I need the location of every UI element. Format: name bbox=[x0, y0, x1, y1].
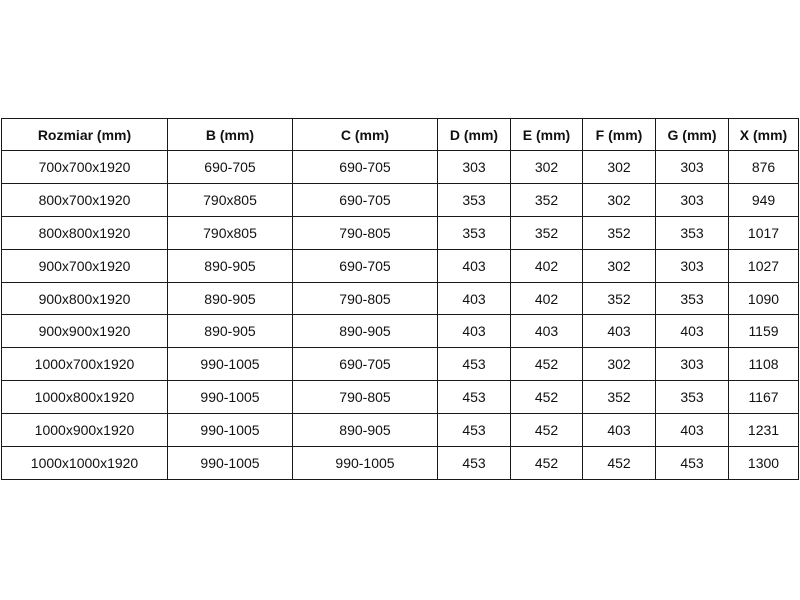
table-cell: 1000x1000x1920 bbox=[2, 447, 168, 480]
table-cell: 402 bbox=[511, 249, 583, 282]
table-cell: 900x800x1920 bbox=[2, 282, 168, 315]
table-cell: 403 bbox=[656, 315, 729, 348]
table-row bbox=[2, 249, 799, 282]
table-cell: 890-905 bbox=[168, 282, 293, 315]
table-cell: 990-1005 bbox=[293, 447, 438, 480]
table-cell: 452 bbox=[511, 381, 583, 414]
table-cell: 452 bbox=[511, 447, 583, 480]
header-c: C (mm) bbox=[293, 119, 438, 151]
table-cell: 800x800x1920 bbox=[2, 216, 168, 249]
header-b: B (mm) bbox=[168, 119, 293, 151]
table-cell: 1159 bbox=[729, 315, 799, 348]
table-cell: 890-905 bbox=[293, 315, 438, 348]
table-row bbox=[2, 381, 799, 414]
table-cell: 453 bbox=[656, 447, 729, 480]
table-cell: 990-1005 bbox=[168, 414, 293, 447]
table-cell: 302 bbox=[583, 183, 656, 216]
table-cell: 303 bbox=[656, 183, 729, 216]
table-cell: 690-705 bbox=[293, 151, 438, 184]
table-cell: 402 bbox=[511, 282, 583, 315]
table-cell: 453 bbox=[438, 447, 511, 480]
table-row bbox=[2, 216, 799, 249]
table-cell: 949 bbox=[729, 183, 799, 216]
header-rozmiar: Rozmiar (mm) bbox=[2, 119, 168, 151]
header-f: F (mm) bbox=[583, 119, 656, 151]
table-cell: 353 bbox=[438, 216, 511, 249]
table-cell: 352 bbox=[511, 216, 583, 249]
table-cell: 403 bbox=[656, 414, 729, 447]
table-cell: 403 bbox=[583, 414, 656, 447]
table-cell: 790x805 bbox=[168, 216, 293, 249]
table-cell: 352 bbox=[511, 183, 583, 216]
table-cell: 352 bbox=[583, 216, 656, 249]
table-cell: 1108 bbox=[729, 348, 799, 381]
table-cell: 1027 bbox=[729, 249, 799, 282]
header-e: E (mm) bbox=[511, 119, 583, 151]
table-cell: 1017 bbox=[729, 216, 799, 249]
table-cell: 1300 bbox=[729, 447, 799, 480]
table-cell: 1090 bbox=[729, 282, 799, 315]
table-cell: 790-805 bbox=[293, 381, 438, 414]
table-row bbox=[2, 183, 799, 216]
table-cell: 353 bbox=[438, 183, 511, 216]
table-cell: 302 bbox=[583, 151, 656, 184]
table-cell: 890-905 bbox=[168, 315, 293, 348]
dimensions-table bbox=[1, 118, 799, 480]
table-body bbox=[2, 151, 799, 480]
table-cell: 990-1005 bbox=[168, 348, 293, 381]
table-cell: 790x805 bbox=[168, 183, 293, 216]
table-cell: 352 bbox=[583, 282, 656, 315]
table-row bbox=[2, 315, 799, 348]
table-row bbox=[2, 414, 799, 447]
table-cell: 900x700x1920 bbox=[2, 249, 168, 282]
table-cell: 302 bbox=[511, 151, 583, 184]
table-cell: 403 bbox=[438, 282, 511, 315]
table-cell: 1000x800x1920 bbox=[2, 381, 168, 414]
table-cell: 453 bbox=[438, 381, 511, 414]
table-cell: 1231 bbox=[729, 414, 799, 447]
table-cell: 403 bbox=[583, 315, 656, 348]
table-cell: 452 bbox=[511, 348, 583, 381]
table-cell: 453 bbox=[438, 348, 511, 381]
table-cell: 1167 bbox=[729, 381, 799, 414]
header-x: X (mm) bbox=[729, 119, 799, 151]
dimensions-table-container bbox=[1, 118, 798, 480]
table-cell: 800x700x1920 bbox=[2, 183, 168, 216]
table-cell: 690-705 bbox=[293, 348, 438, 381]
table-cell: 453 bbox=[438, 414, 511, 447]
table-cell: 900x900x1920 bbox=[2, 315, 168, 348]
table-cell: 353 bbox=[656, 381, 729, 414]
table-cell: 690-705 bbox=[168, 151, 293, 184]
table-cell: 302 bbox=[583, 249, 656, 282]
table-cell: 403 bbox=[438, 315, 511, 348]
table-cell: 353 bbox=[656, 216, 729, 249]
table-cell: 452 bbox=[511, 414, 583, 447]
table-cell: 352 bbox=[583, 381, 656, 414]
table-cell: 990-1005 bbox=[168, 447, 293, 480]
table-cell: 990-1005 bbox=[168, 381, 293, 414]
table-row bbox=[2, 447, 799, 480]
table-cell: 403 bbox=[511, 315, 583, 348]
header-g: G (mm) bbox=[656, 119, 729, 151]
table-cell: 303 bbox=[656, 348, 729, 381]
table-cell: 303 bbox=[656, 151, 729, 184]
table-cell: 690-705 bbox=[293, 183, 438, 216]
header-d: D (mm) bbox=[438, 119, 511, 151]
table-row bbox=[2, 348, 799, 381]
table-cell: 876 bbox=[729, 151, 799, 184]
table-cell: 1000x700x1920 bbox=[2, 348, 168, 381]
table-cell: 303 bbox=[656, 249, 729, 282]
table-cell: 452 bbox=[583, 447, 656, 480]
table-cell: 353 bbox=[656, 282, 729, 315]
table-cell: 303 bbox=[438, 151, 511, 184]
table-cell: 790-805 bbox=[293, 216, 438, 249]
table-cell: 403 bbox=[438, 249, 511, 282]
table-cell: 1000x900x1920 bbox=[2, 414, 168, 447]
table-cell: 302 bbox=[583, 348, 656, 381]
table-header-row bbox=[2, 119, 799, 151]
table-cell: 790-805 bbox=[293, 282, 438, 315]
table-row bbox=[2, 151, 799, 184]
table-cell: 690-705 bbox=[293, 249, 438, 282]
table-cell: 700x700x1920 bbox=[2, 151, 168, 184]
table-cell: 890-905 bbox=[293, 414, 438, 447]
table-cell: 890-905 bbox=[168, 249, 293, 282]
table-row bbox=[2, 282, 799, 315]
